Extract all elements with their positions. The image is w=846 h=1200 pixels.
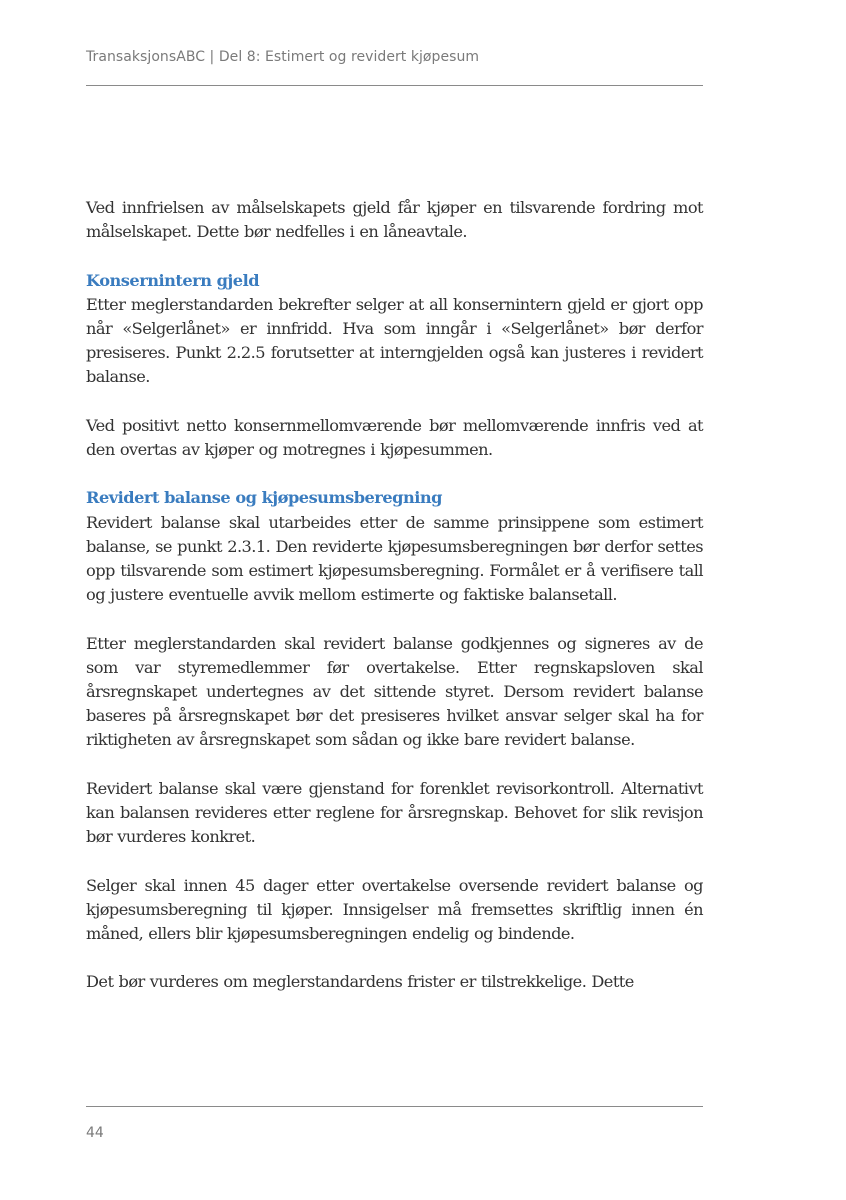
- body-paragraph-continued: Det bør vurderes om meglerstandardens frister er tilstrekkelige. Dette: [86, 972, 634, 992]
- body-paragraph: Etter meglerstandarden skal revidert balanse godkjennes og signeres av de som var styremedlemmer før overtakelse. Etter regnskapsloven skal årsregnskapet undertegnes av det sittende styret. Dersom revidert balanse baseres på årsregnskapet bør det presiseres hvilket ansvar selger skal ha for riktigheten av årsregnskapet som sådan og ikke bare revidert balanse.: [86, 633, 703, 750]
- intro-paragraph: Ved innfrielsen av målselskapets gjeld får kjøper en tilsvarende fordring mot målselskapet. Dette bør nedfelles i en låneavtale.: [86, 198, 703, 242]
- body-paragraph: Selger skal innen 45 dager etter overtakelse oversende revidert balanse og kjøpesumsberegning til kjøper. Innsigelser må fremsettes skriftlig innen én måned, ellers blir kjøpesumsberegningen endelig og bindende.: [86, 875, 703, 943]
- running-header: TransaksjonsABC | Del 8: Estimert og revidert kjøpesum: [86, 49, 480, 65]
- section-heading-revidert-balanse: Revidert balanse og kjøpesumsberegning: [86, 488, 442, 508]
- header-divider: [86, 85, 703, 86]
- body-paragraph: Revidert balanse skal være gjenstand for forenklet revisorkontroll. Alternativt kan balansen revideres etter reglene for årsregnskap. Behovet for slik revisjon bør vurderes konkret.: [86, 778, 703, 847]
- page-body: [86, 196, 703, 995]
- page-number: 44: [86, 1125, 104, 1141]
- section-heading-konsernintern-gjeld: Konsernintern gjeld: [86, 270, 260, 290]
- footer-divider: [86, 1106, 703, 1107]
- body-paragraph: Ved positivt netto konsernmellomværende bør mellomværende innfris ved at den overtas av kjøper og motregnes i kjøpesummen.: [86, 415, 703, 459]
- body-paragraph: Revidert balanse skal utarbeides etter de samme prinsippene som estimert balanse, se punkt 2.3.1. Den reviderte kjøpesumsberegningen bør derfor settes opp tilsvarende som estimert kjøpesumsberegning. Formålet er å verifisere tall og justere eventuelle avvik mellom estimerte og faktiske balansetall.: [86, 512, 703, 605]
- body-paragraph: Etter meglerstandarden bekrefter selger at all konsernintern gjeld er gjort opp når «Selgerlånet» er innfridd. Hva som inngår i «Selgerlånet» bør derfor presiseres. Punkt 2.2.5 forutsetter at interngjelden også kan justeres i revidert balanse.: [86, 294, 703, 387]
